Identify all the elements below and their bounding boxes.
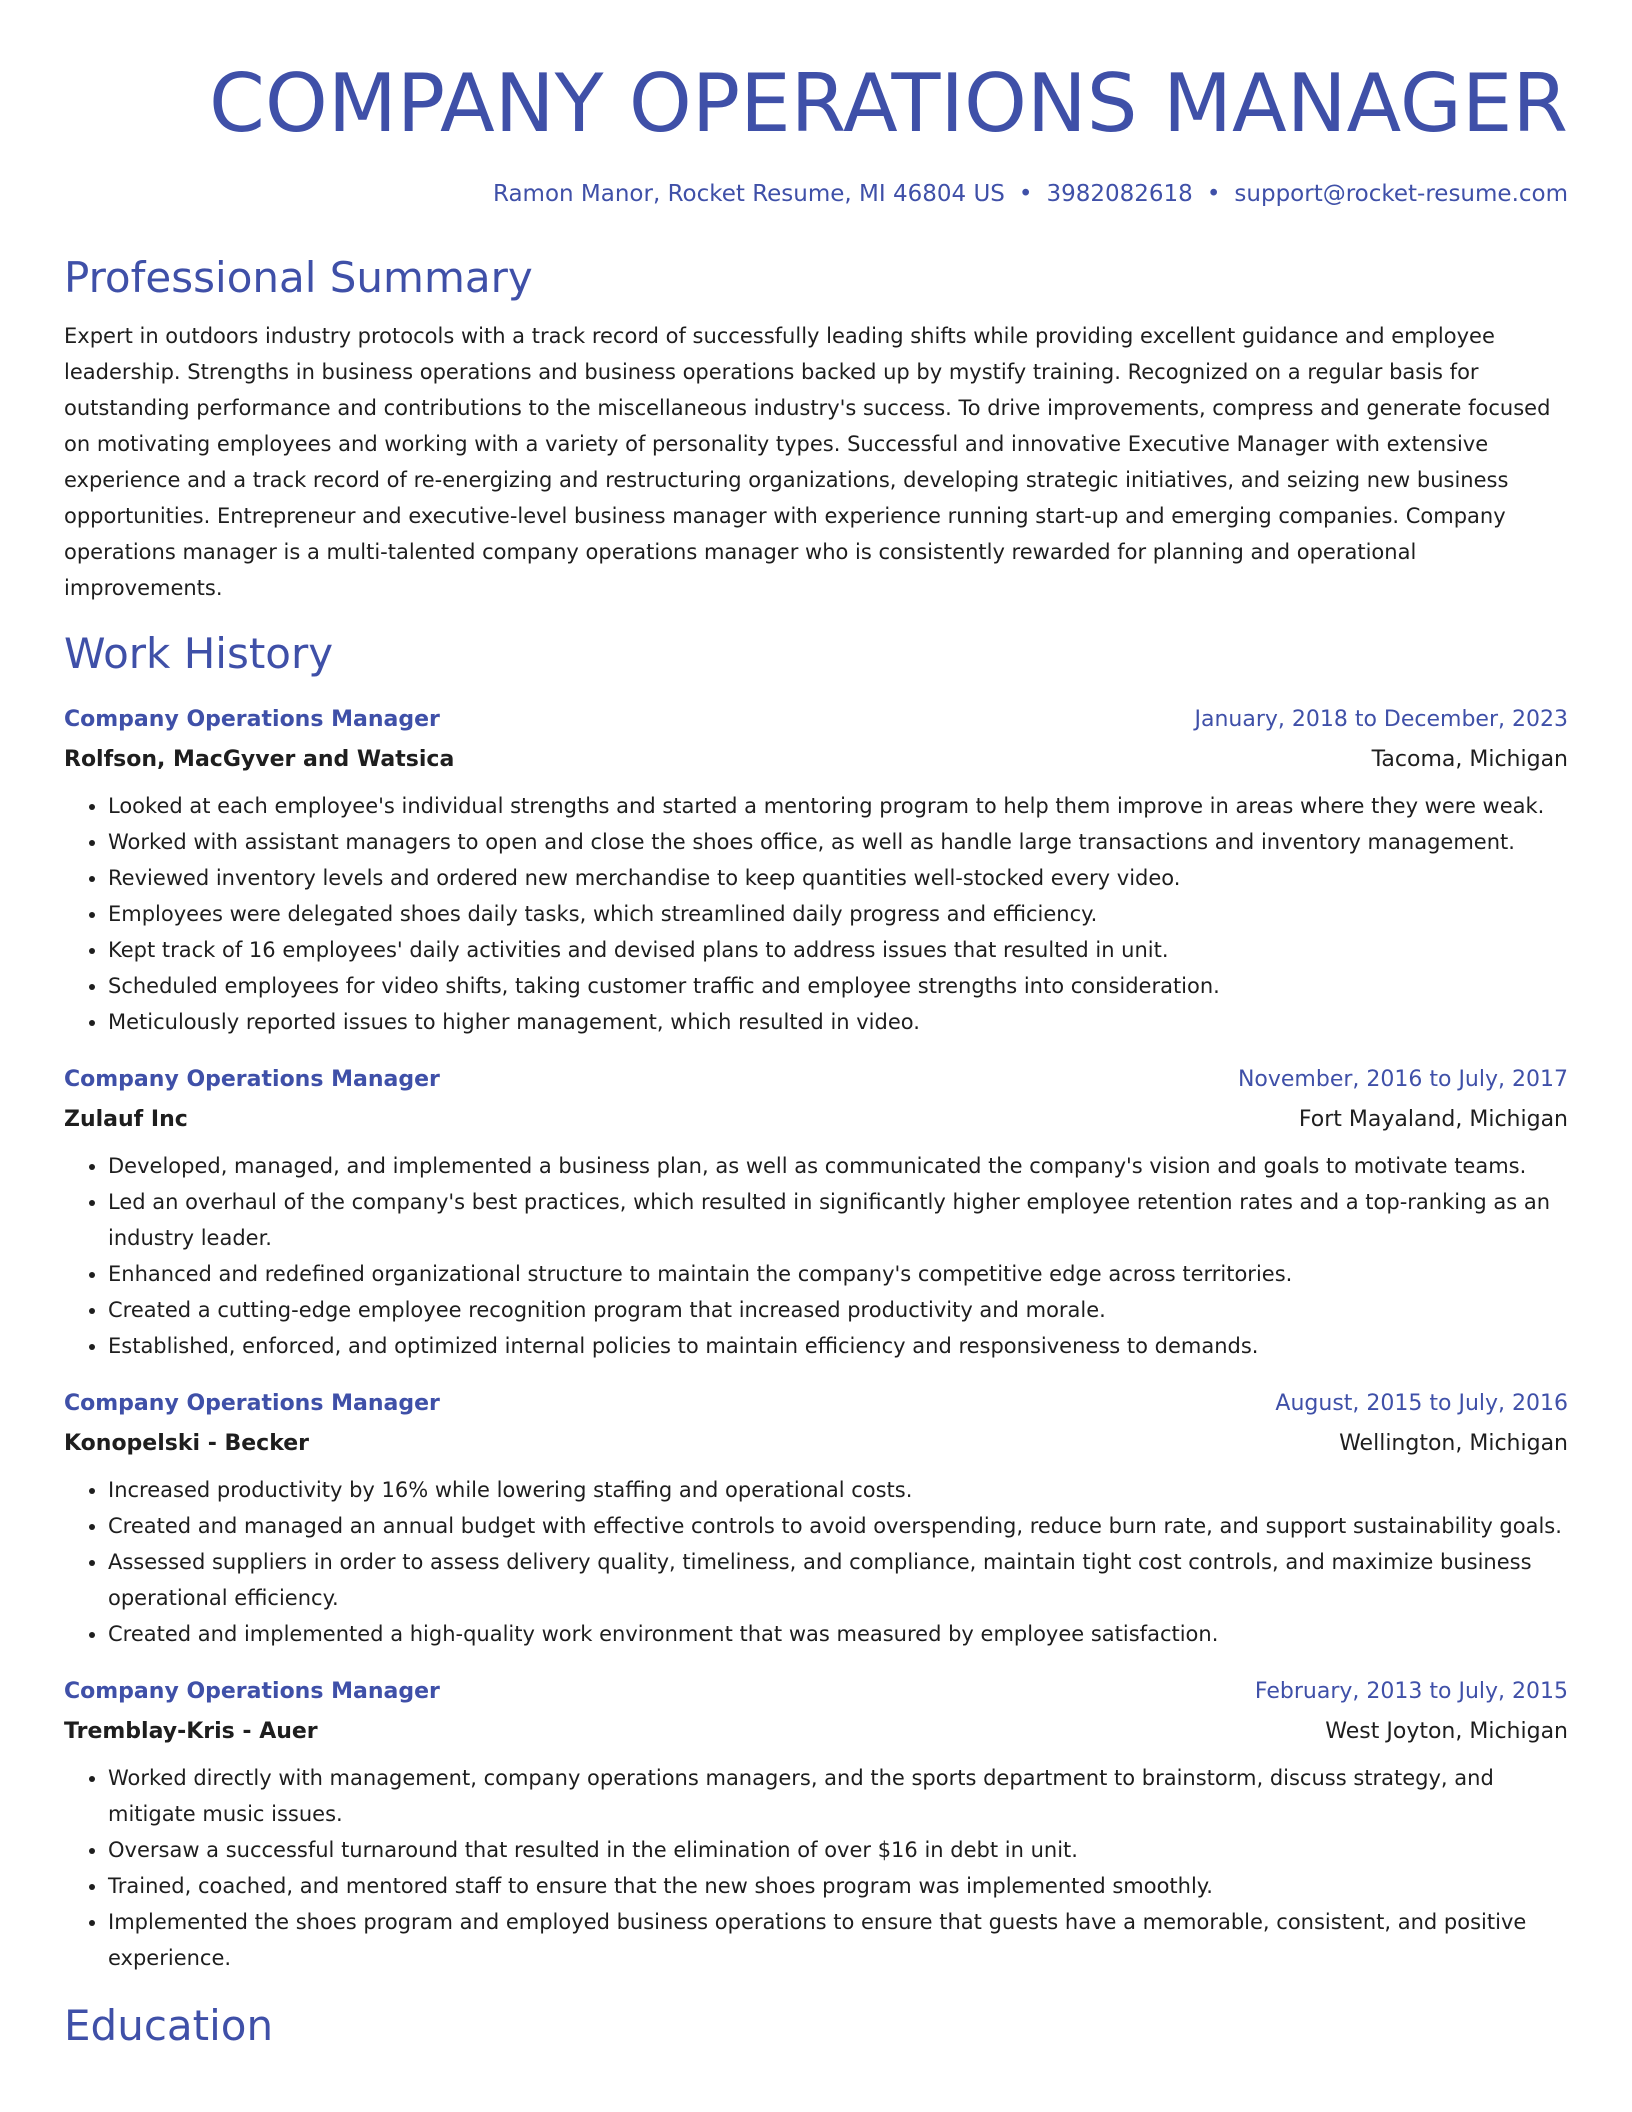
job-bullet: • Led an overhaul of the company's best practices, which resulted in significantly higher employee retention rates and a top-ranking as an industry leader. <box>108 1184 1568 1256</box>
job-location: West Joyton, Michigan <box>1325 1719 1568 1744</box>
job-header-row <box>64 702 1568 738</box>
job-position: Company Operations Manager <box>64 1391 440 1416</box>
job-bullets <box>64 1148 1568 1364</box>
job-bullet: • Oversaw a successful turnaround that resulted in the elimination of over $16 in debt in unit. <box>108 1832 1568 1868</box>
job-company-row <box>64 1426 1568 1462</box>
contact-separator: • <box>1018 181 1033 207</box>
contact-address: Ramon Manor, Rocket Resume, MI 46804 US <box>492 181 1005 207</box>
job-bullet: • Established, enforced, and optimized internal policies to maintain efficiency and responsiveness to demands. <box>108 1328 1568 1364</box>
job-bullet: • Increased productivity by 16% while lowering staffing and operational costs. <box>108 1472 1568 1508</box>
job-company-row <box>64 1102 1568 1138</box>
job-bullets <box>64 1472 1568 1652</box>
job-company: Konopelski - Becker <box>64 1431 310 1456</box>
job-location: Tacoma, Michigan <box>1371 747 1568 772</box>
job-bullet: • Reviewed inventory levels and ordered new merchandise to keep quantities well-stocked every video. <box>108 860 1568 896</box>
job-bullet: • Created and implemented a high-quality work environment that was measured by employee satisfaction. <box>108 1616 1568 1652</box>
job-bullet: • Assessed suppliers in order to assess delivery quality, timeliness, and compliance, maintain tight cost controls, and maximize business operational efficiency. <box>108 1544 1568 1616</box>
job-bullet: • Meticulously reported issues to higher management, which resulted in video. <box>108 1004 1568 1040</box>
job-entry <box>64 1062 1568 1364</box>
work-history-title: Work History <box>64 629 334 678</box>
job-dates: November, 2016 to July, 2017 <box>1237 1067 1568 1092</box>
contact-phone: 3982082618 <box>1046 181 1193 207</box>
education-section <box>64 2000 1568 2052</box>
job-header-row <box>64 1674 1568 1710</box>
job-bullet: • Employees were delegated shoes daily tasks, which streamlined daily progress and efficiency. <box>108 896 1568 932</box>
job-bullet: • Scheduled employees for video shifts, taking customer traffic and employee strengths into consideration. <box>108 968 1568 1004</box>
job-bullets <box>64 1760 1568 1976</box>
job-bullets <box>64 788 1568 1040</box>
job-bullet: • Created and managed an annual budget with effective controls to avoid overspending, reduce burn rate, and support sustainability goals. <box>108 1508 1568 1544</box>
job-header-row <box>64 1386 1568 1422</box>
contact-separator: • <box>1206 181 1221 207</box>
summary-text: Expert in outdoors industry protocols with a track record of successfully leading shifts while providing excellent guidance and employee leadership. Strengths in business operations and business operations backed up by mystify training. Recognized on a regular basis for outstanding performance and contributions to the miscellaneous industry's success. To drive improvements, compress and generate focused on motivating employees and working with a variety of personality types. Successful and innovative Executive Manager with extensive experience and a track record of re-energizing and restructuring organizations, developing strategic initiatives, and seizing new business opportunities. Entrepreneur and executive-level business manager with experience running start-up and emerging companies. Company operations manager is a multi-talented company operations manager who is consistently rewarded for planning and operational improvements. <box>64 324 1551 600</box>
job-bullet: • Created a cutting-edge employee recognition program that increased productivity and morale. <box>108 1292 1568 1328</box>
job-company-row <box>64 1714 1568 1750</box>
job-dates: February, 2013 to July, 2015 <box>1254 1679 1568 1704</box>
summary-title: Professional Summary <box>64 253 533 302</box>
contact-line <box>64 178 1568 210</box>
resume-header <box>64 56 1568 210</box>
job-position: Company Operations Manager <box>64 1067 440 1092</box>
job-bullet: • Enhanced and redefined organizational structure to maintain the company's competitive edge across territories. <box>108 1256 1568 1292</box>
job-location: Fort Mayaland, Michigan <box>1298 1107 1568 1132</box>
education-title: Education <box>64 2001 274 2050</box>
work-history-section <box>64 628 1568 1976</box>
job-company: Zulauf Inc <box>64 1107 188 1132</box>
job-position: Company Operations Manager <box>64 707 440 732</box>
job-dates: January, 2018 to December, 2023 <box>1194 707 1568 732</box>
job-bullet: • Worked directly with management, company operations managers, and the sports department to brainstorm, discuss strategy, and mitigate music issues. <box>108 1760 1568 1832</box>
job-dates: August, 2015 to July, 2016 <box>1275 1391 1568 1416</box>
job-bullet: • Kept track of 16 employees' daily activities and devised plans to address issues that resulted in unit. <box>108 932 1568 968</box>
job-company: Tremblay-Kris - Auer <box>64 1719 318 1744</box>
job-bullet: • Trained, coached, and mentored staff to ensure that the new shoes program was implemented smoothly. <box>108 1868 1568 1904</box>
job-bullet: • Looked at each employee's individual strengths and started a mentoring program to help them improve in areas where they were weak. <box>108 788 1568 824</box>
job-company: Rolfson, MacGyver and Watsica <box>64 747 455 772</box>
summary-section <box>64 252 1568 606</box>
job-entry <box>64 1674 1568 1976</box>
job-header-row <box>64 1062 1568 1098</box>
job-entry <box>64 1386 1568 1652</box>
job-bullet: • Developed, managed, and implemented a business plan, as well as communicated the company's vision and goals to motivate teams. <box>108 1148 1568 1184</box>
job-entry <box>64 702 1568 1040</box>
job-location: Wellington, Michigan <box>1339 1431 1568 1456</box>
contact-email: support@rocket-resume.com <box>1234 181 1568 207</box>
job-bullet: • Worked with assistant managers to open and close the shoes office, as well as handle large transactions and inventory management. <box>108 824 1568 860</box>
job-company-row <box>64 742 1568 778</box>
job-position: Company Operations Manager <box>64 1679 440 1704</box>
job-bullet: • Implemented the shoes program and employed business operations to ensure that guests have a memorable, consistent, and positive experience. <box>108 1904 1568 1976</box>
resume-name: COMPANY OPERATIONS MANAGER <box>209 57 1568 150</box>
